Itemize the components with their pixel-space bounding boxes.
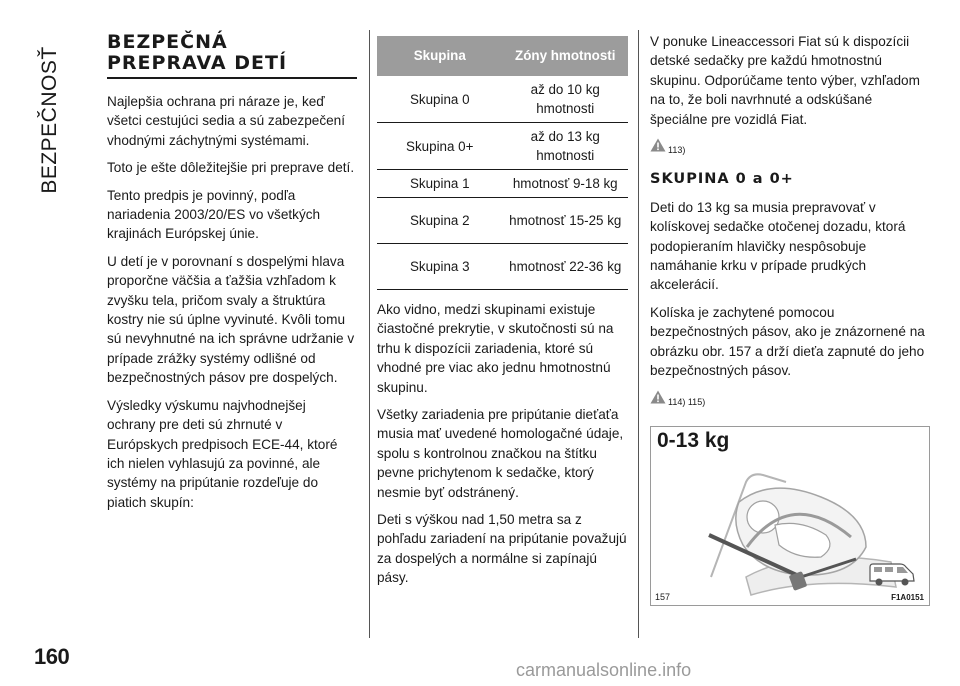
page-number: 160 [34,644,70,669]
figure-157 [650,426,930,606]
note-reference: 113) [668,145,686,156]
table-cell: až do 13 kg hmotnosti [503,123,629,170]
table-row [377,244,628,290]
column-header-group: Skupina [377,36,503,76]
right-column [650,32,930,422]
paragraph: Toto je ešte dôležitejšie pri preprave detí. [107,160,355,176]
watermark: carmanualsonline.info [516,660,692,680]
table-header-row [377,36,628,76]
column-divider-2 [638,30,639,638]
paragraph: V ponuke Lineaccessori Fiat sú k dispozícii detské sedačky pre každú hmotnostnú skupinu. Odporúčame tento výber, vzhľadom na to, že boli navrhnuté a odskúšané špeciálne pre vozidlá Fiat. [650,34,920,127]
table-row [377,170,628,198]
figure-weight-label: 0-13 kg [657,429,730,452]
section-title-line1: BEZPEČNÁ [107,31,228,53]
paragraph: Najlepšia ochrana pri náraze je, keď všetci cestujúci sedia a sú zabezpečení vhodnými záchytnými systémami. [107,94,346,148]
table-cell: hmotnosť 15-25 kg [503,198,629,244]
table-cell: Skupina 3 [377,244,503,290]
left-column [107,32,357,520]
figure-code: F1A0151 [891,593,924,602]
middle-column [377,36,630,596]
column-header-weight: Zóny hmotnosti [503,36,629,76]
warning-note [650,137,930,160]
warning-triangle-icon [650,138,666,152]
title-underline [107,77,357,79]
table-cell: Skupina 1 [377,170,503,198]
warning-triangle-icon [650,390,666,404]
paragraph: Deti do 13 kg sa musia prepravovať v kolískovej sedačke otočenej dozadu, ktorá podopieraním hlavičky nespôsobuje namáhanie krku v prípade prudkých akcelerácií. [650,199,906,293]
table-cell: hmotnosť 22-36 kg [503,244,629,290]
table-cell: Skupina 0+ [377,123,503,170]
van-icon [867,561,917,587]
subsection-title: SKUPINA 0 a 0+ [650,171,794,188]
paragraph: Výsledky výskumu najvhodnejšej ochrany pre deti sú zhrnuté v Európskych predpisoch ECE-44, ktoré ich nielen vyhlasujú za povinné, ale systémy na pripútanie rozdeľuje do piatich skupín: [107,397,338,510]
table-row [377,76,628,123]
table-row [377,198,628,244]
paragraph: Kolíska je zachytené pomocou bezpečnostných pásov, ako je znázornené na obrázku obr. 157 a drží dieťa zapnuté do jeho bezpečnostných pásov. [650,304,925,379]
table-row [377,123,628,170]
paragraph: Tento predpis je povinný, podľa nariadenia 2003/20/ES vo všetkých krajinách Európskej únie. [107,187,321,242]
section-title-line2: PREPRAVA DETÍ [107,52,288,74]
warning-note [650,389,930,412]
figure-number: 157 [655,592,671,602]
note-reference: 114) 115) [668,396,706,407]
table-cell: hmotnosť 9-18 kg [503,170,629,198]
chapter-side-title: BEZPEČNOSŤ [38,46,61,194]
section-title [107,32,357,77]
paragraph: U detí je v porovnaní s dospelými hlava proporčne väčšia a ťažšia vzhľadom k zvyšku tela, pričom svaly a štruktúra kostry nie sú úplne vyvinuté. Kvôli tomu sú nevyhnutné na ich správne udržanie v prípade zrážky systémy odlišné od bezpečnostných pásov pre dospelých. [107,253,355,386]
paragraph: Deti s výškou nad 1,50 metra sa z pohľadu zariadení na pripútanie považujú za dospelých a normálne si zapínajú pásy. [377,512,627,586]
paragraph: Ako vidno, medzi skupinami existuje čiastočné prekrytie, v skutočnosti sú na trhu k dispozícii zariadenia, ktoré sú vhodné pre viac ako jednu hmotnostnú skupinu. [377,302,614,395]
table-cell: Skupina 2 [377,198,503,244]
weight-groups-table [377,36,628,290]
column-divider-1 [369,30,370,638]
table-cell: Skupina 0 [377,76,503,123]
paragraph: Všetky zariadenia pre pripútanie dieťaťa musia mať uvedené homologačné údaje, spolu s kontrolnou značkou na štítku pevne prichytenom k sedačke, ktorý nesmie byť odstránený. [377,407,624,500]
table-cell: až do 10 kg hmotnosti [503,76,629,123]
